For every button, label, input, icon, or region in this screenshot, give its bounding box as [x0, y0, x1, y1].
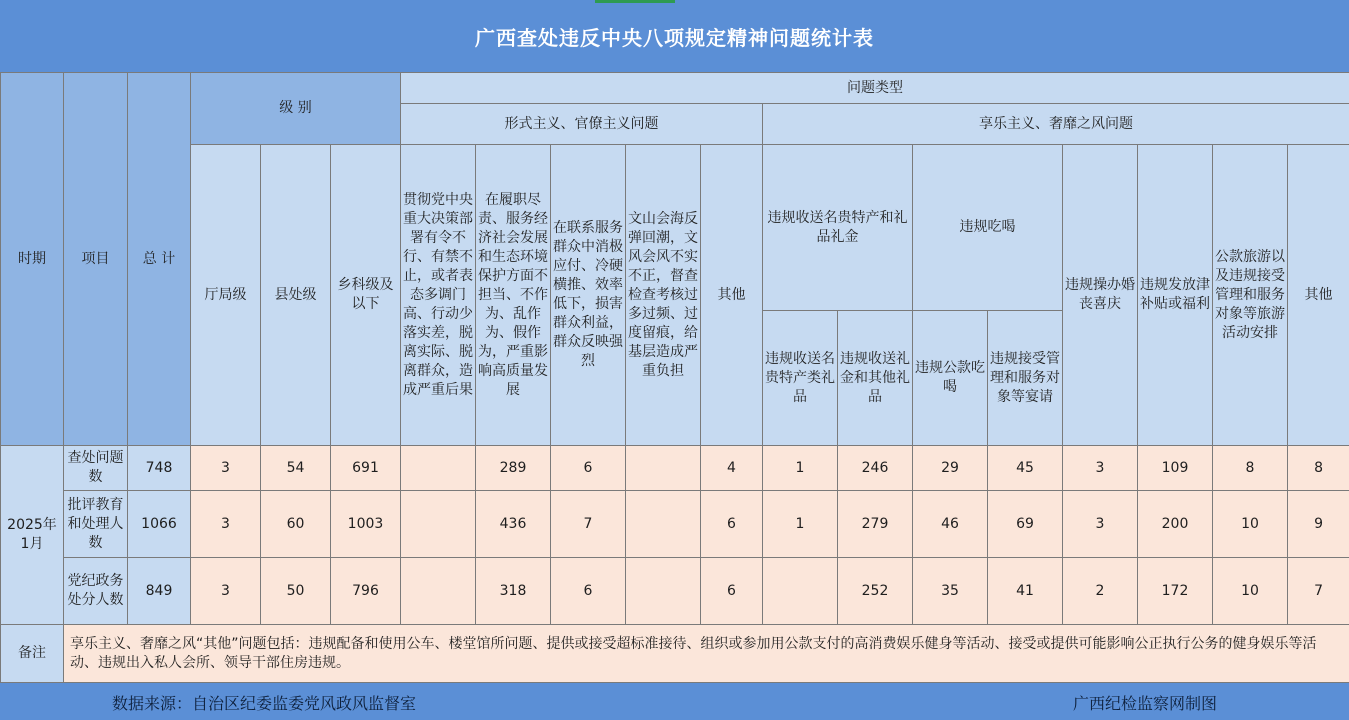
level-cell: 60	[261, 491, 331, 558]
header-formalism-group: 形式主义、官僚主义问题	[401, 104, 763, 145]
header-formalism-other: 其他	[701, 145, 763, 446]
formalism-cell: 289	[476, 446, 551, 491]
level-cell: 3	[191, 491, 261, 558]
hedonism-cell: 1	[763, 491, 838, 558]
level-cell: 1003	[331, 491, 401, 558]
hedonism-cell: 3	[1063, 446, 1138, 491]
level-cell: 796	[331, 558, 401, 625]
hedonism-cell: 29	[913, 446, 988, 491]
hedonism-cell: 3	[1063, 491, 1138, 558]
header-level-xian: 县处级	[261, 145, 331, 446]
level-cell: 50	[261, 558, 331, 625]
hedonism-cell: 41	[988, 558, 1063, 625]
hedonism-cell: 7	[1288, 558, 1349, 625]
hedonism-cell: 8	[1213, 446, 1288, 491]
hedonism-cell: 69	[988, 491, 1063, 558]
header-level-ting: 厅局级	[191, 145, 261, 446]
hedonism-cell: 172	[1138, 558, 1213, 625]
hedonism-cell	[763, 558, 838, 625]
period-cell: 2025年1月	[1, 446, 64, 625]
formalism-cell	[401, 491, 476, 558]
header-weddings-funerals: 违规操办婚丧喜庆	[1063, 145, 1138, 446]
formalism-cell	[401, 446, 476, 491]
total-cell: 849	[128, 558, 191, 625]
level-cell: 54	[261, 446, 331, 491]
total-cell: 748	[128, 446, 191, 491]
hedonism-cell: 46	[913, 491, 988, 558]
header-hedonism-other: 其他	[1288, 145, 1349, 446]
row-label: 查处问题数	[64, 446, 128, 491]
header-allowances: 违规发放津补贴或福利	[1138, 145, 1213, 446]
header-dining-banquet: 违规接受管理和服务对象等宴请	[988, 311, 1063, 446]
header-formalism-service: 在联系服务群众中消极应付、冷硬横推、效率低下，损害群众利益，群众反映强烈	[551, 145, 626, 446]
header-gift-money: 违规收送礼金和其他礼品	[838, 311, 913, 446]
formalism-cell: 6	[701, 558, 763, 625]
data-source: 数据来源：自治区纪委监委党风政风监督室	[112, 694, 417, 713]
page-title: 广西查处违反中央八项规定精神问题统计表	[475, 25, 874, 50]
top-accent-line	[595, 0, 675, 3]
formalism-cell: 436	[476, 491, 551, 558]
header-period: 时期	[1, 73, 64, 446]
hedonism-cell: 252	[838, 558, 913, 625]
formalism-cell: 6	[551, 558, 626, 625]
hedonism-cell: 8	[1288, 446, 1349, 491]
header-problem-type: 问题类型	[401, 73, 1349, 104]
total-cell: 1066	[128, 491, 191, 558]
formalism-cell	[626, 491, 701, 558]
level-cell: 3	[191, 446, 261, 491]
header-item: 项目	[64, 73, 128, 446]
hedonism-cell: 10	[1213, 491, 1288, 558]
hedonism-cell: 200	[1138, 491, 1213, 558]
header-dining-public: 违规公款吃喝	[913, 311, 988, 446]
header-formalism-decision: 贯彻党中央重大决策部署有令不行、有禁不止，或者表态多调门高、行动少落实差，脱离实际、脱离群众，造成严重后果	[401, 145, 476, 446]
hedonism-cell: 109	[1138, 446, 1213, 491]
hedonism-cell: 10	[1213, 558, 1288, 625]
formalism-cell	[626, 558, 701, 625]
header-hedonism-group: 享乐主义、奢靡之风问题	[763, 104, 1349, 145]
header-dining-group: 违规吃喝	[913, 145, 1063, 311]
note-text: 享乐主义、奢靡之风“其他”问题包括：违规配备和使用公车、楼堂馆所问题、提供或接受超标准接待、组织或参加用公款支付的高消费娱乐健身等活动、接受或提供可能影响公正执行公务的健身娱乐等活动、违规出入私人会所、领导干部住房违规。	[64, 625, 1349, 683]
header-travel: 公款旅游以及违规接受管理和服务对象等旅游活动安排	[1213, 145, 1288, 446]
formalism-cell: 6	[551, 446, 626, 491]
hedonism-cell: 9	[1288, 491, 1349, 558]
hedonism-cell: 35	[913, 558, 988, 625]
header-total: 总 计	[128, 73, 191, 446]
statistics-table	[0, 72, 1349, 683]
chart-maker: 广西纪检监察网制图	[1073, 694, 1218, 713]
footer-bar	[0, 683, 1349, 720]
header-level-group: 级 别	[191, 73, 401, 145]
formalism-cell: 4	[701, 446, 763, 491]
hedonism-cell: 1	[763, 446, 838, 491]
hedonism-cell: 2	[1063, 558, 1138, 625]
title-bar	[0, 0, 1349, 72]
header-formalism-meetings: 文山会海反弹回潮，文风会风不实不正，督查检查考核过多过频、过度留痕，给基层造成严重负担	[626, 145, 701, 446]
level-cell: 691	[331, 446, 401, 491]
hedonism-cell: 45	[988, 446, 1063, 491]
formalism-cell	[401, 558, 476, 625]
formalism-cell	[626, 446, 701, 491]
formalism-cell: 7	[551, 491, 626, 558]
header-level-xiang: 乡科级及以下	[331, 145, 401, 446]
note-label: 备注	[1, 625, 64, 683]
formalism-cell: 318	[476, 558, 551, 625]
row-label: 党纪政务处分人数	[64, 558, 128, 625]
formalism-cell: 6	[701, 491, 763, 558]
hedonism-cell: 279	[838, 491, 913, 558]
header-formalism-duty: 在履职尽责、服务经济社会发展和生态环境保护方面不担当、不作为、乱作为、假作为，严重影响高质量发展	[476, 145, 551, 446]
header-gift-group: 违规收送名贵特产和礼品礼金	[763, 145, 913, 311]
hedonism-cell: 246	[838, 446, 913, 491]
row-label: 批评教育和处理人数	[64, 491, 128, 558]
level-cell: 3	[191, 558, 261, 625]
header-gift-specialty: 违规收送名贵特产类礼品	[763, 311, 838, 446]
